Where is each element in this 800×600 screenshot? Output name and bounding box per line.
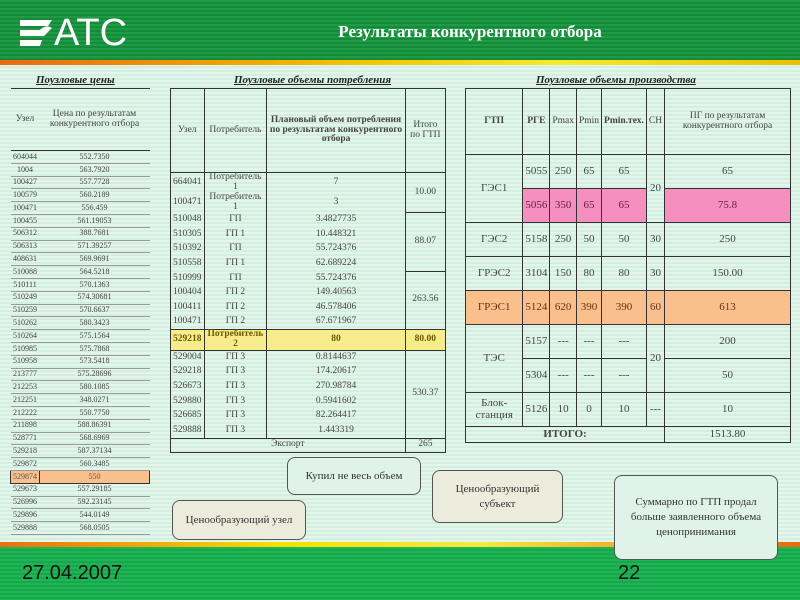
rge-cell: 5304	[523, 359, 550, 393]
table-row	[11, 483, 150, 496]
node-cell: 529872	[11, 458, 40, 471]
node-cell: 510264	[11, 330, 40, 343]
node-cell: 506313	[11, 240, 40, 253]
table-row	[11, 445, 150, 458]
node-cell: 526685	[171, 409, 205, 424]
consumer-cell: ГП 1	[204, 227, 267, 242]
table-row	[11, 240, 150, 253]
pmin-cell: 50	[576, 223, 601, 257]
volume-cell: 55.724376	[267, 271, 405, 286]
table-row	[466, 257, 791, 291]
node-cell: 100471	[171, 315, 205, 330]
consumer-cell: ГП	[204, 213, 267, 228]
price-cell: 563.7920	[40, 163, 150, 176]
node-cell: 529673	[11, 483, 40, 496]
pmax-cell: 150	[550, 257, 577, 291]
consumer-cell: ГП 2	[204, 286, 267, 301]
gtp-cell: ТЭС	[466, 325, 523, 393]
node-cell: 510262	[11, 317, 40, 330]
callout-price-setting-subject: Ценообразующий субъект	[432, 470, 563, 523]
volume-cell: 10.448321	[267, 227, 405, 242]
pmint-cell: 80	[602, 257, 647, 291]
pmin-cell: 390	[576, 291, 601, 325]
pg-cell: 250	[665, 223, 791, 257]
node-cell: 528771	[11, 432, 40, 445]
price-cell: 568.0505	[40, 522, 150, 535]
node-cell: 100427	[11, 176, 40, 189]
pmint-cell: 50	[602, 223, 647, 257]
node-cell: 100404	[171, 286, 205, 301]
table-row	[171, 193, 446, 213]
node-cell: 100455	[11, 214, 40, 227]
table-row	[171, 300, 446, 315]
node-cell: 529880	[171, 394, 205, 409]
volume-cell: 7	[267, 173, 405, 193]
consumer-cell: ГП 3	[204, 380, 267, 395]
column-header: ПГ по результатам конкурентного отбора	[665, 89, 791, 155]
node-cell: 100471	[171, 193, 205, 213]
ch-cell: ---	[646, 393, 664, 427]
node-cell: 510111	[11, 278, 40, 291]
column-header: ГТП	[466, 89, 523, 155]
column-header: СН	[646, 89, 664, 155]
table-row	[466, 291, 791, 325]
column-header: Pmin	[576, 89, 601, 155]
table-row	[171, 409, 446, 424]
callout-summary: Суммарно по ГТП продал больше заявленного объема ценопринимания	[614, 475, 778, 560]
node-cell: 212251	[11, 394, 40, 407]
node-cell: 510249	[11, 291, 40, 304]
table-row	[11, 163, 150, 176]
price-cell: 557.29185	[40, 483, 150, 496]
column-header: Итого по ГТП	[405, 89, 445, 173]
price-cell: 557.7728	[40, 176, 150, 189]
production-table	[465, 88, 791, 443]
table-row	[11, 304, 150, 317]
node-cell: 100579	[11, 189, 40, 202]
gtp-cell: ГРЭС1	[466, 291, 523, 325]
price-cell: 575.7868	[40, 342, 150, 355]
price-cell: 564.5218	[40, 266, 150, 279]
node-cell: 510088	[11, 266, 40, 279]
rge-cell: 5124	[523, 291, 550, 325]
pmax-cell: ---	[550, 359, 577, 393]
table-row	[171, 315, 446, 330]
table-row	[11, 151, 150, 164]
gtp-total-cell: 263.56	[405, 271, 445, 329]
table-row	[171, 213, 446, 228]
consumer-cell: ГП	[204, 242, 267, 257]
volume-cell: 1.443319	[267, 424, 405, 439]
total-label: ИТОГО:	[466, 427, 665, 443]
production-caption: Поузловые объемы производства	[536, 74, 696, 86]
node-cell: 408631	[11, 253, 40, 266]
pg-cell: 50	[665, 359, 791, 393]
node-cell: 529888	[11, 522, 40, 535]
node-cell: 529896	[11, 509, 40, 522]
node-prices-caption: Поузловые цены	[36, 74, 115, 86]
callout-bought-partial: Купил не весь объем	[287, 457, 421, 495]
consumer-cell: ГП 2	[204, 300, 267, 315]
node-cell: 100411	[171, 300, 205, 315]
price-cell: 550	[40, 470, 150, 483]
table-row	[11, 458, 150, 471]
gtp-cell: ГРЭС2	[466, 257, 523, 291]
pmint-cell: 65	[602, 189, 647, 223]
table-row	[11, 291, 150, 304]
column-header: Потребитель	[204, 89, 267, 173]
node-cell: 529218	[11, 445, 40, 458]
consumer-cell: ГП 3	[204, 365, 267, 380]
total-value: 1513.80	[665, 427, 791, 443]
price-cell: 592.23145	[40, 496, 150, 509]
table-row	[11, 317, 150, 330]
table-row	[171, 380, 446, 395]
rge-cell: 5126	[523, 393, 550, 427]
callout-price-setting-node: Ценообразующий узел	[172, 500, 306, 540]
node-cell: 510999	[171, 271, 205, 286]
table-row	[11, 189, 150, 202]
consumer-cell: ГП 2	[204, 315, 267, 330]
gtp-total-cell: 10.00	[405, 173, 445, 213]
slide-title: Результаты конкурентного отбора	[338, 22, 602, 41]
pmax-cell: 350	[550, 189, 577, 223]
consumer-cell: ГП	[204, 271, 267, 286]
pmint-cell: ---	[602, 359, 647, 393]
export-row	[171, 438, 446, 453]
table-row	[171, 242, 446, 257]
table-row	[171, 351, 446, 366]
table-row	[11, 176, 150, 189]
node-cell: 100471	[11, 202, 40, 215]
table-row	[11, 381, 150, 394]
pg-cell: 613	[665, 291, 791, 325]
node-cell: 510048	[171, 213, 205, 228]
gtp-total-cell: 530.37	[405, 351, 445, 439]
price-cell: 575.1564	[40, 330, 150, 343]
node-cell: 510958	[11, 355, 40, 368]
volume-cell: 46.578406	[267, 300, 405, 315]
ch-cell: 20	[646, 325, 664, 393]
pmin-cell: 0	[576, 393, 601, 427]
volume-cell: 0.8144637	[267, 351, 405, 366]
consumer-cell: Потребитель 2	[204, 330, 267, 351]
table-row	[171, 394, 446, 409]
node-cell: 1004	[11, 163, 40, 176]
svg-text:АТС: АТС	[54, 12, 128, 48]
price-cell: 574.30681	[40, 291, 150, 304]
node-cell: 664041	[171, 173, 205, 193]
pmin-cell: 80	[576, 257, 601, 291]
gtp-cell: Блок-станция	[466, 393, 523, 427]
pg-cell: 200	[665, 325, 791, 359]
volume-cell: 62.689224	[267, 257, 405, 272]
pmax-cell: 250	[550, 223, 577, 257]
node-cell: 529004	[171, 351, 205, 366]
table-row	[466, 325, 791, 359]
price-cell: 544.0149	[40, 509, 150, 522]
node-cell: 529218	[171, 330, 205, 351]
price-cell: 571.39257	[40, 240, 150, 253]
volume-cell: 67.671967	[267, 315, 405, 330]
pmax-cell: 250	[550, 155, 577, 189]
price-cell: 560.2189	[40, 189, 150, 202]
node-cell: 529218	[171, 365, 205, 380]
price-cell: 556.459	[40, 202, 150, 215]
table-row	[11, 278, 150, 291]
table-row	[11, 394, 150, 407]
table-row	[11, 342, 150, 355]
table-row	[171, 257, 446, 272]
price-cell: 568.6969	[40, 432, 150, 445]
volume-cell: 80	[267, 330, 405, 351]
pg-cell: 75.8	[665, 189, 791, 223]
column-header: Узел	[11, 89, 40, 151]
table-row	[11, 330, 150, 343]
pg-cell: 150.00	[665, 257, 791, 291]
gtp-cell: ГЭС2	[466, 223, 523, 257]
table-row	[11, 214, 150, 227]
node-cell: 211898	[11, 419, 40, 432]
price-cell: 570.6637	[40, 304, 150, 317]
table-row	[11, 355, 150, 368]
consumer-cell: ГП 3	[204, 351, 267, 366]
price-cell: 580.3423	[40, 317, 150, 330]
table-row	[11, 202, 150, 215]
volume-cell: 55.724376	[267, 242, 405, 257]
table-row	[11, 432, 150, 445]
table-row	[11, 470, 150, 483]
table-row	[11, 368, 150, 381]
pmin-cell: ---	[576, 325, 601, 359]
ch-cell: 20	[646, 155, 664, 223]
price-cell: 560.3485	[40, 458, 150, 471]
table-row	[171, 424, 446, 439]
consumer-cell: ГП 3	[204, 394, 267, 409]
consumer-cell: ГП 1	[204, 257, 267, 272]
node-cell: 529874	[11, 470, 40, 483]
column-header: Цена по результатам конкурентного отбора	[40, 89, 150, 151]
pmint-cell: 390	[602, 291, 647, 325]
node-cell: 510305	[171, 227, 205, 242]
pg-cell: 65	[665, 155, 791, 189]
ch-cell: 30	[646, 223, 664, 257]
gtp-cell: ГЭС1	[466, 155, 523, 223]
ch-cell: 30	[646, 257, 664, 291]
price-cell: 588.86391	[40, 419, 150, 432]
price-cell: 587.37134	[40, 445, 150, 458]
node-cell: 526996	[11, 496, 40, 509]
slide-date: 27.04.2007	[22, 562, 123, 584]
price-cell: 348.0271	[40, 394, 150, 407]
price-cell: 569.9691	[40, 253, 150, 266]
table-row	[466, 223, 791, 257]
table-row	[11, 522, 150, 535]
header-divider	[0, 60, 800, 65]
price-cell: 552.7350	[40, 151, 150, 164]
price-cell: 575.28696	[40, 368, 150, 381]
consumer-cell: Потребитель 1	[204, 193, 267, 213]
node-cell: 604044	[11, 151, 40, 164]
node-cell: 213777	[11, 368, 40, 381]
table-row	[171, 286, 446, 301]
node-prices-table	[10, 88, 150, 535]
pg-cell: 10	[665, 393, 791, 427]
table-row	[466, 155, 791, 189]
table-row	[11, 253, 150, 266]
node-cell: 212253	[11, 381, 40, 394]
node-cell: 510392	[171, 242, 205, 257]
price-cell: 573.5418	[40, 355, 150, 368]
rge-cell: 5158	[523, 223, 550, 257]
node-cell: 510259	[11, 304, 40, 317]
rge-cell: 5056	[523, 189, 550, 223]
table-row	[11, 266, 150, 279]
pmax-cell: ---	[550, 325, 577, 359]
ats-logo	[18, 12, 148, 48]
pmint-cell: 65	[602, 155, 647, 189]
pmint-cell: 10	[602, 393, 647, 427]
export-label: Экспорт	[171, 438, 406, 453]
node-cell: 212222	[11, 406, 40, 419]
price-cell: 388.7681	[40, 227, 150, 240]
gtp-total-cell: 80.00	[405, 330, 445, 351]
volume-cell: 3	[267, 193, 405, 213]
consumption-table	[170, 88, 446, 453]
column-header: РГЕ	[523, 89, 550, 155]
table-row	[171, 271, 446, 286]
volume-cell: 149.40563	[267, 286, 405, 301]
node-cell: 510558	[171, 257, 205, 272]
volume-cell: 3.4827735	[267, 213, 405, 228]
column-header: Pmax	[550, 89, 577, 155]
consumer-cell: ГП 3	[204, 409, 267, 424]
table-row	[11, 406, 150, 419]
table-row	[11, 509, 150, 522]
pmint-cell: ---	[602, 325, 647, 359]
export-value: 265	[405, 438, 445, 453]
price-cell: 580.1085	[40, 381, 150, 394]
pmin-cell: ---	[576, 359, 601, 393]
volume-cell: 82.264417	[267, 409, 405, 424]
table-row	[11, 227, 150, 240]
pmin-cell: 65	[576, 189, 601, 223]
column-header: Pmin.тех.	[602, 89, 647, 155]
gtp-total-cell: 88.07	[405, 213, 445, 271]
node-cell: 529888	[171, 424, 205, 439]
node-cell: 506312	[11, 227, 40, 240]
table-row	[11, 496, 150, 509]
table-row	[171, 330, 446, 351]
table-row	[11, 419, 150, 432]
column-header: Узел	[171, 89, 205, 173]
price-cell: 561.19053	[40, 214, 150, 227]
table-row	[466, 393, 791, 427]
column-header: Плановый объем потребления по результатам конкурентного отбора	[267, 89, 405, 173]
pmax-cell: 620	[550, 291, 577, 325]
total-row	[466, 427, 791, 443]
rge-cell: 5055	[523, 155, 550, 189]
page-number: 22	[618, 562, 641, 584]
header-band	[0, 0, 800, 60]
consumption-caption: Поузловые объемы потребления	[234, 74, 391, 86]
table-row	[171, 173, 446, 193]
volume-cell: 270.98784	[267, 380, 405, 395]
node-cell: 526673	[171, 380, 205, 395]
table-row	[171, 227, 446, 242]
pmin-cell: 65	[576, 155, 601, 189]
price-cell: 570.1363	[40, 278, 150, 291]
node-cell: 510985	[11, 342, 40, 355]
ch-cell: 60	[646, 291, 664, 325]
rge-cell: 3104	[523, 257, 550, 291]
consumer-cell: Потребитель 1	[204, 173, 267, 193]
pmax-cell: 10	[550, 393, 577, 427]
consumer-cell: ГП 3	[204, 424, 267, 439]
volume-cell: 174.20617	[267, 365, 405, 380]
table-row	[171, 365, 446, 380]
volume-cell: 0.5941602	[267, 394, 405, 409]
price-cell: 550.7750	[40, 406, 150, 419]
rge-cell: 5157	[523, 325, 550, 359]
